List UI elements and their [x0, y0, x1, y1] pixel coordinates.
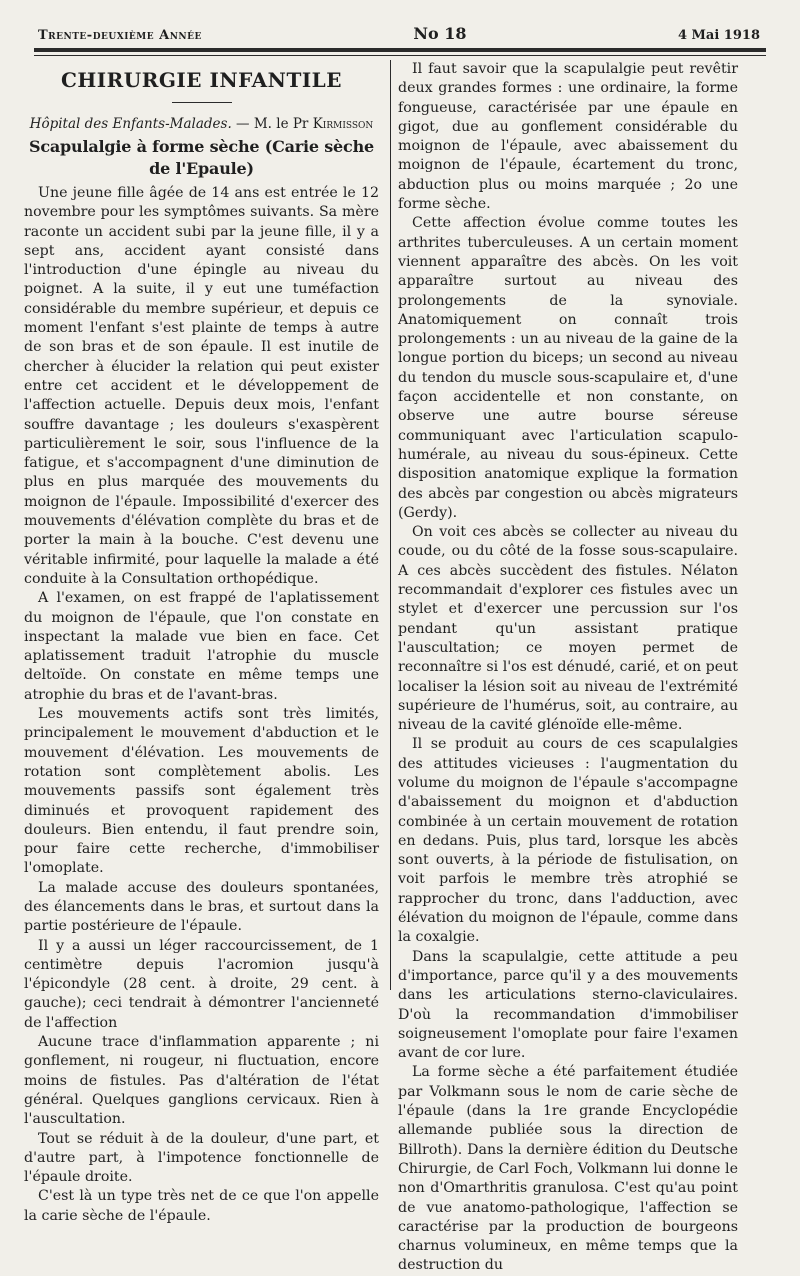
- right-paragraph: Cette affection évolue comme toutes les arthrites tuberculeuses. A un certain moment viennent apparaître des abcès. On les voit apparaître surtout au niveau des prolongements de la synoviale. Anatomiquement on connaît trois prolongements : un au niveau de la gaine de la longue portion du biceps; un second au niveau du tendon du muscle sous-scapulaire et, d'une façon accidentelle et non constante, on observe une autre bourse séreuse communiquant avec l'articulation scapulo-humérale, au niveau du sous-épineux. Cette disposition anatomique explique la formation des abcès par congestion ou abcès migrateurs (Gerdy).: [398, 215, 738, 521]
- left-paragraph: A l'examen, on est frappé de l'aplatissement du moignon de l'épaule, que l'on constate en inspectant la malade vue bien en face. Cet aplatissement traduit l'atrophie du muscle deltoïde. On constate en même temps une atrophie du bras et de l'avant-bras.: [24, 590, 379, 703]
- right-paragraph: Il se produit au cours de ces scapulalgies des attitudes vicieuses : l'augmentation du volume du moignon de l'épaule s'accompagne d'abaissement du moignon et d'abduction combinée à un certain mouvement de rotation en dedans. Puis, plus tard, lorsque les abcès sont ouverts, à la période de fistulisation, on voit parfois le membre très atrophié se rapprocher du tronc, dans l'adduction, avec élévation du moignon de l'épaule, comme dans la coxalgie.: [398, 736, 738, 946]
- header-issue-number: No 18: [413, 24, 467, 43]
- left-paragraph: C'est là un type très net de ce que l'on appelle la carie sèche de l'épaule.: [24, 1188, 379, 1224]
- section-rule: [172, 102, 232, 103]
- header-volume: Trente-deuxième Année: [38, 28, 202, 43]
- left-paragraph: Les mouvements actifs sont très limités, principalement le mouvement d'abduction et le mouvement d'élévation. Les mouvements de rotation sont complètement abolis. Les mouvements passifs sont également très diminués et provoquent rapidement des douleurs. Bien entendu, il faut prendre soin, pour faire cette recherche, d'immobiliser l'omoplate.: [24, 706, 379, 877]
- hospital-byline: [24, 115, 379, 134]
- section-title: CHIRURGIE INFANTILE: [60, 68, 342, 92]
- author-name: Kirmisson: [312, 116, 374, 132]
- right-paragraph: Dans la scapulalgie, cette attitude a peu d'importance, parce qu'il y a des mouvements dans les articulations sterno-claviculaires. D'où la recommandation d'immobiliser soigneusement l'omoplate pour faire l'examen avant de cor lure.: [398, 948, 738, 1062]
- right-paragraph: La forme sèche a été parfaitement étudiée par Volkmann sous le nom de carie sèche de l'épaule (dans la 1re grande Encyclopédie allemande publiée sous la direction de Billroth). Dans la dernière édition du Deutsche Chirurgie, de Carl Foch, Volkmann lui donne le non d'Omarthritis granulosa. C'est qu'au point de vue anatomo-pathologique, l'affection se caractérise par la production de bourgeons charnus volumineux, en même temps que la destruction du: [398, 1064, 738, 1274]
- hospital-name: Hôpital des Enfants-Malades.: [29, 116, 232, 132]
- left-paragraph: Aucune trace d'inflammation apparente ; ni gonflement, ni rougeur, ni fluctuation, encore moins de fistules. Pas d'altération de l'état général. Quelques ganglions cervicaux. Rien à l'auscultation.: [24, 1034, 379, 1128]
- right-column: [398, 60, 738, 1276]
- header-date: 4 Mai 1918: [677, 28, 760, 43]
- left-column: [24, 60, 379, 1226]
- left-paragraph: La malade accuse des douleurs spontanées, des élancements dans le bras, et surtout dans la partie postérieure de l'épaule.: [24, 879, 379, 935]
- article-title: Scapulalgie à forme sèche (Carie sèche de l'Epaule): [28, 137, 374, 178]
- right-paragraph: Il faut savoir que la scapulalgie peut revêtir deux grandes formes : une ordinaire, la forme fongueuse, caractérisée par une épaule en gigot, due au gonflement considérable du moignon de l'épaule, avec abaissement du moignon de l'épaule, écartement du tronc, abduction plus ou moins marquée ; 2o une forme sèche.: [398, 61, 738, 213]
- byline-separator: — M. le Pr: [231, 116, 313, 132]
- column-divider: [390, 60, 391, 990]
- header-rule-thin: [34, 55, 766, 56]
- left-paragraph: Tout se réduit à de la douleur, d'une part, et d'autre part, à l'impotence fonctionnelle de l'épaule droite.: [24, 1130, 379, 1186]
- header-rule-thick: [34, 48, 766, 52]
- left-paragraph: Une jeune fille âgée de 14 ans est entrée le 12 novembre pour les symptômes suivants. Sa mère raconte un accident subi par la jeune fille, il y a sept ans, accident ayant consisté dans l'introduction d'une épingle au niveau du poignet. A la suite, il y eut une tuméfaction considérable du membre supérieur, et depuis ce moment l'enfant s'est plainte de temps à autre de son bras et de son épaule. Il est inutile de chercher à élucider la relation qui peut exister entre cet accident et le développement de l'affection actuelle. Depuis deux mois, l'enfant souffre davantage ; les douleurs s'exaspèrent particulièrement le soir, sous l'influence de la fatigue, et s'accompagnent d'une diminution de plus en plus marquée des mouvements du moignon de l'épaule. Impossibilité d'exercer des mouvements d'élévation complète du bras et de porter la main à la bouche. C'est devenu une véritable infirmité, pour laquelle la malade a été conduite à la Consultation orthopédique.: [24, 185, 379, 587]
- right-paragraph: On voit ces abcès se collecter au niveau du coude, ou du côté de la fosse sous-scapulaire. A ces abcès succèdent des fistules. Nélaton recommandait d'explorer ces fistules avec un stylet et d'exercer une percussion sur l'os pendant qu'un assistant pratique l'auscultation; ce moyen permet de reconnaître si l'os est dénudé, carié, et on peut localiser la lésion soit au niveau de l'extrémité supérieure de l'humérus, soit, au contraire, au niveau de la cavité glénoïde elle-même.: [398, 524, 738, 734]
- left-paragraph: Il y a aussi un léger raccourcissement, de 1 centimètre depuis l'acromion jusqu'à l'épicondyle (28 cent. à droite, 29 cent. à gauche); ceci tendrait à démontrer l'ancienneté de l'affection: [24, 937, 379, 1031]
- page-header: [38, 24, 760, 46]
